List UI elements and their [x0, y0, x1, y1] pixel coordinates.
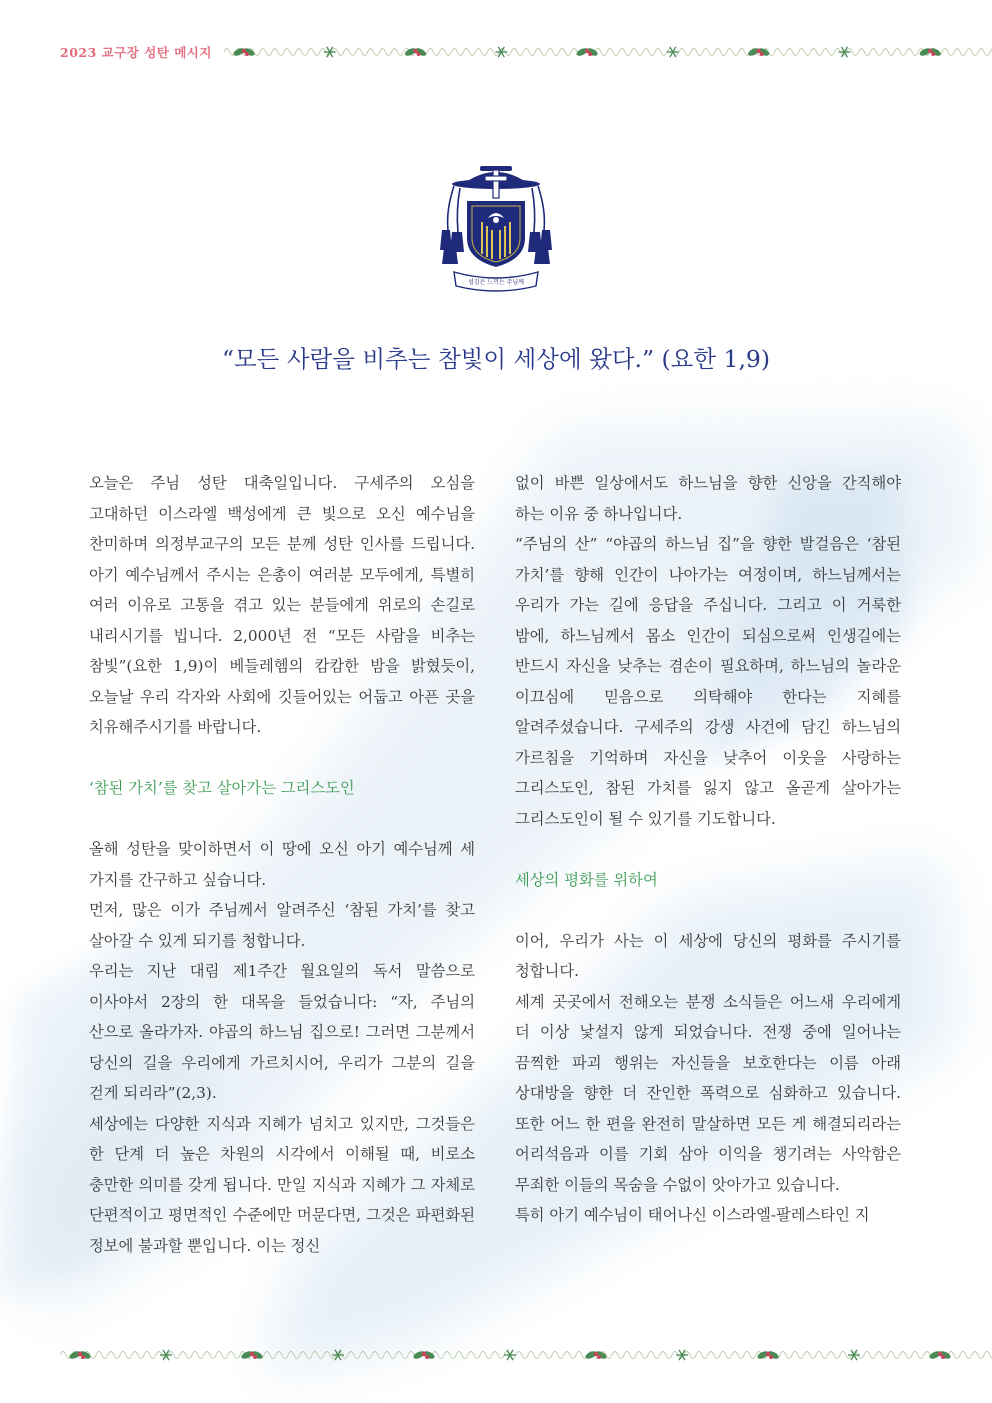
paragraph: 특히 아기 예수님이 태어나신 이스라엘-팔레스타인 지	[515, 1206, 870, 1224]
emblem-motto: 섬김은 느끼는 주님께	[468, 279, 524, 286]
page-title: “모든 사람을 비추는 참빛이 세상에 왔다.” (요한 1,9)	[221, 345, 771, 373]
section-heading: ‘참된 가치’를 찾고 살아가는 그리스도인	[89, 779, 355, 797]
paragraph: 이어, 우리가 사는 이 세상에 당신의 평화를 주시기를 청합니다.	[515, 931, 901, 980]
holly-garland-bottom	[60, 1340, 992, 1370]
right-column	[515, 468, 901, 1231]
paragraph: 세계 곳곳에서 전해오는 분쟁 소식들은 어느새 우리에게 더 이상 낯설지 않게 되었습니다. 전쟁 중에 일어나는 끔찍한 파괴 행위는 자신들을 보호한다는 이름 아래 상대방을 향한 더 잔인한 폭력으로 심화하고 있습니다. 또한 어느 한 편을 완전히 말살하면 모든 게 해결되리라는 어리석음과 이를 기회 삼아 이익을 챙기려는 사악함은 무죄한 이들의 목숨을 수없이 앗아가고 있습니다.	[515, 992, 901, 1194]
paragraph: 세상에는 다양한 지식과 지혜가 넘치고 있지만, 그것들은 한 단계 더 높은 차원의 시각에서 이해될 때, 비로소 충만한 의미를 갖게 됩니다. 만일 지식과 지혜가 그 자체로 단편적이고 평면적인 수준에만 머문다면, 그것은 파편화된 정보에 불과할 뿐입니다. 이는 정신	[89, 1114, 475, 1255]
paragraph: 올해 성탄을 맞이하면서 이 땅에 오신 아기 예수님께 세 가지를 간구하고 싶습니다.	[89, 840, 475, 889]
top-header-band	[60, 38, 992, 66]
left-column	[89, 468, 475, 1261]
paragraph: 없이 바쁜 일상에서도 하느님을 향한 신앙을 간직해야 하는 이유 중 하나입니다.	[515, 474, 901, 523]
paragraph: 먼저, 많은 이가 주님께서 알려주신 ‘참된 가치’를 찾고 살아갈 수 있게 되기를 청합니다.	[89, 901, 475, 950]
holly-garland-top	[224, 38, 992, 66]
episcopal-coat-of-arms-icon	[436, 160, 556, 295]
section-heading: 세상의 평화를 위하여	[515, 870, 658, 889]
paragraph: “주님의 산” “야곱의 하느님 집”을 향한 발걸음은 ‘참된 가치’를 향해 인간이 나아가는 여정이며, 하느님께서는 우리가 가는 길에 응답을 주십니다. 그리고 이 거룩한 밤에, 하느님께서 몸소 인간이 되심으로써 인생길에는 반드시 자신을 낮추는 겸손이 필요하며, 하느님의 놀라운 이끄심에 믿음으로 의탁해야 한다는 지혜를 알려주셨습니다. 구세주의 강생 사건에 담긴 하느님의 가르침을 기억하며 자신을 낮추어 이웃을 사랑하는 그리스도인, 참된 가치를 잃지 않고 올곧게 살아가는 그리스도인이 될 수 있기를 기도합니다.	[515, 535, 901, 828]
paragraph: 우리는 지난 대림 제1주간 월요일의 독서 말씀으로 이사야서 2장의 한 대목을 들었습니다: “자, 주님의 산으로 올라가자. 야곱의 하느님 집으로! 그러면 그분께서 당신의 길을 우리에게 가르치시어, 우리가 그분의 길을 걷게 되리라”(2,3).	[89, 962, 475, 1102]
header-label: 2023 교구장 성탄 메시지	[60, 45, 212, 60]
paragraph: 오늘은 주님 성탄 대축일입니다. 구세주의 오심을 고대하던 이스라엘 백성에게 큰 빛으로 오신 예수님을 찬미하며 의정부교구의 모든 분께 성탄 인사를 드립니다. 아기 예수님께서 주시는 은총이 여러분 모두에게, 특별히 여러 이유로 고통을 겪고 있는 분들에게 위로의 손길로 내리시기를 빕니다. 2,000년 전 “모든 사람을 비추는 참빛”(요한 1,9)이 베들레헴의 캄캄한 밤을 밝혔듯이, 오늘날 우리 각자와 사회에 깃들어있는 어둡고 아픈 곳을 치유해주시기를 바랍니다.	[89, 474, 475, 736]
